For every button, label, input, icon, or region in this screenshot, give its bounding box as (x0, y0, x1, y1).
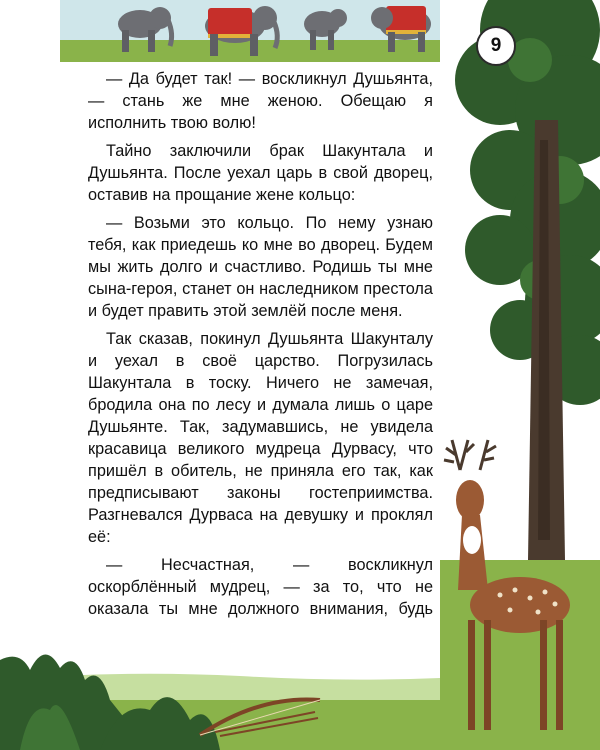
grass-strip (60, 40, 460, 62)
elephants-illustration (60, 0, 460, 62)
ground-illustration (0, 640, 600, 750)
bushes-and-bow (0, 640, 600, 750)
story-text (88, 68, 433, 626)
tree-and-deer (440, 0, 600, 750)
paragraph-1: — Да будет так! — воскликнул Душьянта, — стань же мне женою. Обещаю я исполнить твою волю! (88, 70, 433, 132)
paragraph-2: Тайно заключили брак Шакунтала и Душьянта. После уехал царь в свой дворец, оставив на прощание жене кольцо: (88, 142, 433, 204)
paragraph-5: — Несчастная, — воскликнул оскорблённый мудрец, — за то, что не оказала ты мне должного внимания, будь (88, 556, 433, 618)
paragraph-4: Так сказав, покинул Душьянта Шакунталу и уехал в своё царство. Погрузилась Шакунтала в тоску. Ничего не замечая, бродила она по лесу и думала лишь о царе Душьянте. Так, задумавшись, не увидела красавица великого мудреца Дурвасу, что пришёл в обитель, не приняла его так, как предписывают законы гостеприимства. Разгневался Дурваса на девушку и проклял её: (88, 330, 433, 546)
page-number: 9 (476, 26, 516, 66)
paragraph-3: — Возьми это кольцо. По нему узнаю тебя, как приедешь ко мне во дворец. Будем мы жить долго и счастливо. Родишь ты мне сына-героя, станет он наследником престола и будет править этой землёй после меня. (88, 214, 433, 320)
elephants-scene (60, 0, 460, 62)
forest-illustration (440, 0, 600, 750)
